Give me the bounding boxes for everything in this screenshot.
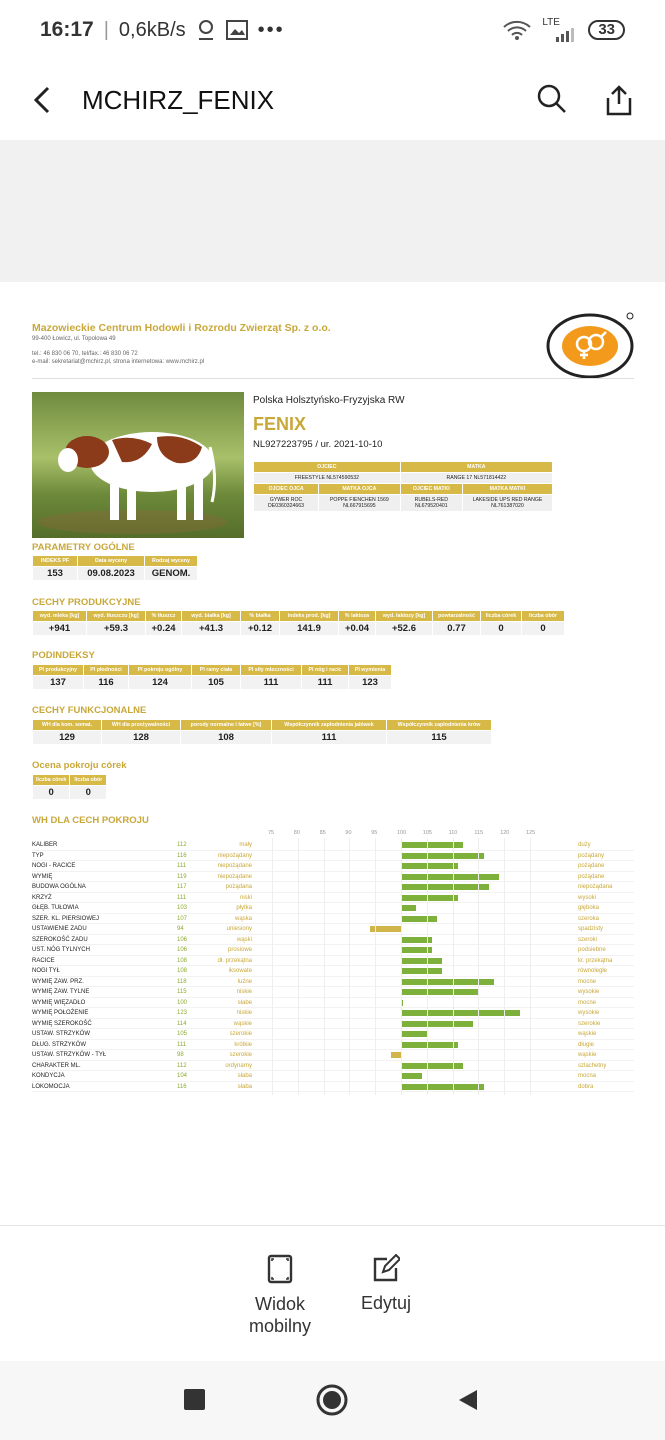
trait-high-label: pożądane [578,873,605,880]
trait-value: 111 [177,863,187,869]
trait-value: 108 [177,957,188,964]
table-value: 111 [272,731,386,744]
trait-low-label: krótkie [234,1041,252,1048]
trait-name: TYP [32,852,44,859]
trait-low-label: niski [239,894,252,901]
trait-low-label: szerokie [229,1052,252,1058]
wh-row [32,872,634,883]
table-value: 116 [84,676,128,689]
table-header: liczba obór [522,611,564,621]
trait-bar [391,1052,401,1058]
table-header: % tłuszcz [146,611,181,621]
grid-line [530,838,531,1095]
edit-button[interactable] [350,1254,422,1314]
trait-name: SZER. KL. PIERSIOWEJ [32,915,100,922]
trait-value: 106 [177,947,188,953]
wh-row [32,1050,634,1061]
wh-row [32,935,634,946]
table-value: +0.04 [339,622,375,635]
table-header: PI nóg i racic [302,665,348,675]
trait-value: 116 [177,1083,187,1090]
wh-row [32,840,634,851]
table-value: 115 [387,731,491,744]
daughters-conformation-table [32,774,107,800]
trait-low-label: szerokie [229,1031,252,1037]
table-value: +59.3 [87,622,145,635]
trait-name: KONDYCJA [32,1073,65,1079]
trait-name: UST. NÓG TYLNYCH [32,947,90,953]
gallery-icon [226,20,248,40]
table-header: liczba obór [70,775,106,785]
trait-value: 111 [177,1041,187,1048]
pedigree-header: MATKA OJCA [319,484,400,494]
table-value: 105 [192,676,240,689]
wh-row [32,987,634,998]
trait-low-label: ordynarny [225,1062,252,1069]
trait-value: 116 [177,852,187,859]
bull-name: FENIX [253,414,307,434]
signal-indicator [542,18,578,42]
trait-low-label: słabe [237,999,252,1006]
trait-value: 115 [177,989,187,995]
trait-bar [401,958,442,964]
table-header: Współczynnik zapłodnienia krów [387,720,491,730]
trait-value: 107 [177,915,188,922]
table-header: wyd. mleka [kg] [33,611,86,621]
trait-high-label: duży [578,842,591,848]
trait-low-label: uniesiony [226,926,252,932]
table-value: 123 [349,676,391,689]
grid-line [427,838,428,1095]
trait-low-label: dł. przekątna [217,957,252,964]
trait-name: SZEROKOŚĆ ZADU [32,936,88,943]
trait-high-label: mocne [578,978,597,985]
table-header: % laktoza [339,611,375,621]
trait-value: 114 [177,1020,187,1027]
system-navigation-bar [0,1361,665,1440]
wh-row [32,966,634,977]
trait-high-label: wysokie [578,1010,600,1016]
trait-bar [401,1073,422,1079]
table-header: PI ramy ciała [192,665,240,675]
table-header: porody normalne i łatwe [%] [181,720,271,730]
table-value: 128 [102,731,180,744]
table-value: +941 [33,622,86,635]
more-notifications-icon: ••• [257,18,285,41]
wh-row [32,893,634,904]
document-page[interactable] [32,300,634,1100]
pedigree-cell: FREESTYLE NL574590532 [254,473,400,483]
trait-name: KALIBER [32,842,58,848]
table-value: 137 [33,676,83,689]
edit-icon [372,1254,400,1284]
trait-high-label: równoległe [578,968,608,974]
trait-name: WYMIĘ WIĘZADŁO [32,999,86,1006]
trait-low-label: słaba [237,1083,252,1090]
grid-line [272,838,273,1095]
trait-name: USTAW. STRZYKÓW [32,1031,90,1037]
table-header: liczba córek [481,611,521,621]
trait-bar [401,895,458,901]
trait-bar [401,853,484,859]
trait-value: 123 [177,1010,188,1016]
table-value: 111 [241,676,301,689]
wh-row [32,1040,634,1051]
trait-name: WYMIĘ SZEROKOŚĆ [32,1020,92,1027]
grid-line [478,838,479,1095]
trait-high-label: długie [578,1041,595,1048]
back-button[interactable] [457,1388,479,1412]
trait-high-label: szeroka [578,915,600,922]
mobile-view-label: Widok mobilny [248,1294,312,1336]
wh-row [32,1029,634,1040]
table-header: wyd. białka [kg] [182,611,240,621]
trait-bar [401,979,494,985]
table-value: 0 [522,622,564,635]
trait-value: 104 [177,1073,188,1079]
trait-bar [401,884,489,890]
pedigree-header: MATKA MATKI [463,484,552,494]
table-value: 0 [33,786,69,799]
trait-bar [401,863,458,869]
trait-bar [401,968,442,974]
grid-line [504,838,505,1095]
wh-row [32,851,634,862]
trait-low-label: płytka [236,905,252,911]
wh-row [32,1071,634,1082]
trait-high-label: mocna [578,1073,597,1079]
trait-name: RACICE [32,957,55,964]
trait-high-label: szeroki [578,936,598,943]
grid-line [324,838,325,1095]
recents-button[interactable] [184,1389,205,1410]
battery-indicator: 33 [588,20,625,40]
wh-row [32,1061,634,1072]
bottom-action-bar [0,1225,665,1361]
table-header: Współczynnik zapłodnienia jałówek [272,720,386,730]
table-header: indeks prod. [kg] [280,611,338,621]
search-icon[interactable] [537,84,567,114]
trait-high-label: wysoki [578,894,597,901]
trait-low-label: wąski [236,936,252,943]
trait-value: 98 [177,1052,184,1058]
table-header: wyd. tłuszczu [kg] [87,611,145,621]
scale-tick: 100 [397,830,407,836]
pedigree-table [253,461,553,512]
pedigree-cell: GYWER ROC DE0360324663 [254,495,318,511]
grid-line [349,838,350,1095]
trait-high-label: mocne [578,999,597,1006]
trait-value: 111 [177,894,187,901]
trait-name: USTAW. STRZYKÓW - TYŁ [32,1052,107,1058]
trait-low-label: luźne [237,978,252,985]
table-header: PI płodności [84,665,128,675]
clock: 16:17 [40,18,94,41]
trait-value: 118 [177,978,187,985]
wh-row [32,945,634,956]
trait-name: WYMIĘ POŁOŻENIE [32,1010,89,1016]
table-value: 0 [70,786,106,799]
table-value: 108 [181,731,271,744]
trait-bar [401,1031,427,1037]
trait-bar [401,1042,458,1048]
trait-name: DŁUG. STRZYKÓW [32,1041,87,1048]
table-header: Rodzaj wyceny [145,556,197,566]
trait-low-label: wąskie [233,1020,252,1027]
back-arrow-icon[interactable] [32,85,52,115]
trait-high-label: pożądany [578,852,605,859]
trait-low-label: wąska [234,915,252,922]
section-title: CECHY FUNKCJONALNE [32,705,147,716]
table-header: powtarzalność [433,611,480,621]
trait-name: NOGI TYŁ [32,968,60,974]
share-icon[interactable] [605,84,633,116]
scale-tick: 115 [474,830,484,836]
trait-low-label: niepożądane [217,863,252,869]
scale-tick: 105 [422,830,432,836]
scale-tick: 75 [268,830,275,836]
trait-name: WYMIĘ ZAW. PRZ. [32,978,84,985]
trait-value: 103 [177,905,188,911]
network-type: LTE [542,17,560,28]
table-header: INDEKS PF [33,556,77,566]
scale-tick: 80 [293,830,300,836]
grid-line [298,838,299,1095]
trait-name: GŁĘB. TUŁOWIA [32,905,79,911]
table-header: PI pokroju ogólny [129,665,191,675]
trait-bar [401,1063,463,1069]
trait-bar [401,1021,473,1027]
trait-bar [401,989,478,995]
trait-bar [401,916,437,922]
trait-low-label: prosiowe [227,947,252,953]
general-params-table [32,555,198,581]
grid-line [375,838,376,1095]
trait-low-label: pożądana [225,884,252,890]
table-value: 153 [33,567,77,580]
trait-name: CHARAKTER ML. [32,1062,81,1069]
trait-low-label: niepożądane [217,873,252,880]
functional-traits-table [32,719,492,745]
trait-bar [401,905,416,911]
trait-high-label: pożądane [578,863,605,869]
wh-row [32,956,634,967]
trait-name: WYMIĘ ZAW. TYLNE [32,989,90,995]
table-header: WH dla kom. somat. [33,720,101,730]
trait-low-label: niskie [236,1010,252,1016]
trait-high-label: wysokie [578,989,600,995]
wh-row [32,998,634,1009]
wh-row [32,977,634,988]
bull-id-birthdate: NL927223795 / ur. 2021-10-10 [253,439,383,450]
status-bar: 16:17 | 0,6kB/s ••• LTE 33 [0,0,665,60]
section-title: CECHY PRODUKCYJNE [32,597,141,608]
pedigree-header: MATKA [401,462,552,472]
document-title: MCHIRZ_FENIX [82,84,275,115]
pedigree-cell: POPPE FIENCHEN 1569 NL667915695 [319,495,400,511]
scale-tick: 90 [345,830,352,836]
location-icon [196,19,216,41]
trait-name: LOKOMOCJA [32,1083,70,1090]
trait-low-label: niskie [236,989,252,995]
pedigree-header: OJCIEC MATKI [401,484,462,494]
scale-tick: 85 [319,830,326,836]
trait-bar [401,874,499,880]
table-value: +52.6 [376,622,432,635]
table-header: wyd. laktozy [kg] [376,611,432,621]
wh-row [32,924,634,935]
table-header: Data wyceny [78,556,144,566]
trait-value: 117 [177,884,187,890]
production-traits-table [32,610,565,636]
trait-high-label: spadzisty [578,926,604,932]
trait-bar [401,1010,520,1016]
trait-high-label: głęboka [578,905,600,911]
ad-banner-area [0,140,665,282]
wh-row [32,882,634,893]
trait-low-label: iksowate [228,968,252,974]
trait-low-label: mały [239,842,252,848]
table-header: PI produkcyjny [33,665,83,675]
organization-name: Mazowieckie Centrum Hodowli i Rozrodu Zwierząt Sp. z o.o. [32,322,331,334]
pedigree-cell: RANGE 17 NL571814422 [401,473,552,483]
trait-high-label: wąskie [578,1031,597,1037]
table-value: 0.77 [433,622,480,635]
grid-line [453,838,454,1095]
table-value: 0 [481,622,521,635]
trait-low-label: słaba [237,1073,252,1079]
table-value: 141.9 [280,622,338,635]
wifi-icon [502,19,532,41]
mobile-view-icon [267,1254,293,1284]
trait-low-label: niepożądany [217,852,252,859]
edit-label: Edytuj [360,1293,412,1313]
table-value: +0.24 [146,622,181,635]
wh-row [32,1008,634,1019]
table-value: +41.3 [182,622,240,635]
trait-high-label: niepożądana [578,884,613,890]
grid-line [401,838,402,1095]
table-header: PI wymienia [349,665,391,675]
header-divider [32,378,634,379]
section-title: WH DLA CECH POKROJU [32,815,149,826]
trait-value: 105 [177,1031,188,1037]
scale-tick: 120 [500,830,510,836]
bull-photo [32,392,244,538]
trait-value: 108 [177,968,188,974]
wh-row [32,903,634,914]
wh-row [32,1082,634,1093]
pedigree-cell: RUBELS-RED NL679520401 [401,495,462,511]
mchirz-logo [546,310,634,380]
table-value: +0.12 [241,622,279,635]
trait-high-label: dobra [578,1083,594,1090]
trait-name: WYMIĘ [32,873,53,880]
section-title: PARAMETRY OGÓLNE [32,542,135,553]
trait-high-label: wąskie [578,1052,597,1058]
wh-row [32,1019,634,1030]
pedigree-header: OJCIEC [254,462,400,472]
trait-high-label: szerokie [578,1020,601,1027]
table-value: 129 [33,731,101,744]
trait-high-label: szlachetny [578,1062,607,1069]
table-value: 124 [129,676,191,689]
trait-name: BUDOWA OGÓLNA [32,884,86,890]
section-title: PODINDEKSY [32,650,95,661]
app-bar [0,60,665,140]
trait-high-label: kr. przekątna [578,957,613,964]
trait-name: KRZYŻ [32,894,52,901]
table-header: WH dla przeżywalności [102,720,180,730]
pedigree-cell: LAKESIDE UPS RED RANGE NL761387020 [463,495,552,511]
section-title: Ocena pokroju córek [32,760,127,771]
scale-tick: 110 [448,830,458,836]
table-value: GENOM. [145,567,197,580]
mobile-view-button[interactable] [236,1254,324,1337]
scale-tick: 125 [526,830,536,836]
trait-value: 100 [177,999,188,1006]
trait-name: NOGI - RACICE [32,863,76,869]
signal-icon [542,28,578,42]
trait-value: 106 [177,936,188,943]
table-value: 111 [302,676,348,689]
trait-bar [401,842,463,848]
table-header: liczba córek [33,775,69,785]
table-value: 09.08.2023 [78,567,144,580]
trait-value: 94 [177,926,184,932]
wh-row [32,861,634,872]
trait-value: 119 [177,873,187,880]
trait-bar [401,1084,484,1090]
home-button[interactable] [316,1384,348,1416]
subindexes-table [32,664,392,690]
conformation-bars-chart [32,840,634,1092]
trait-high-label: podsiebne [578,947,606,953]
table-header: % białka [241,611,279,621]
network-speed: 0,6kB/s [118,18,186,41]
table-header: PI siły mleczności [241,665,301,675]
trait-value: 112 [177,842,187,848]
trait-value: 112 [177,1062,187,1069]
pedigree-header: OJCIEC OJCA [254,484,318,494]
trait-name: USTAWIENIE ZADU [32,926,87,932]
organization-contact: 99-400 Łowicz, ul. Topolowa 49 tel.: 46 830 06 70, tel/fax.: 46 830 06 72 e-mail: sekretariat@mchirz.pl, strona internetowa: www.mchirz.pl [32,336,205,365]
scale-tick: 95 [371,830,378,836]
breed-label: Polska Holsztyńsko-Fryzyjska RW [253,395,405,406]
wh-row [32,914,634,925]
